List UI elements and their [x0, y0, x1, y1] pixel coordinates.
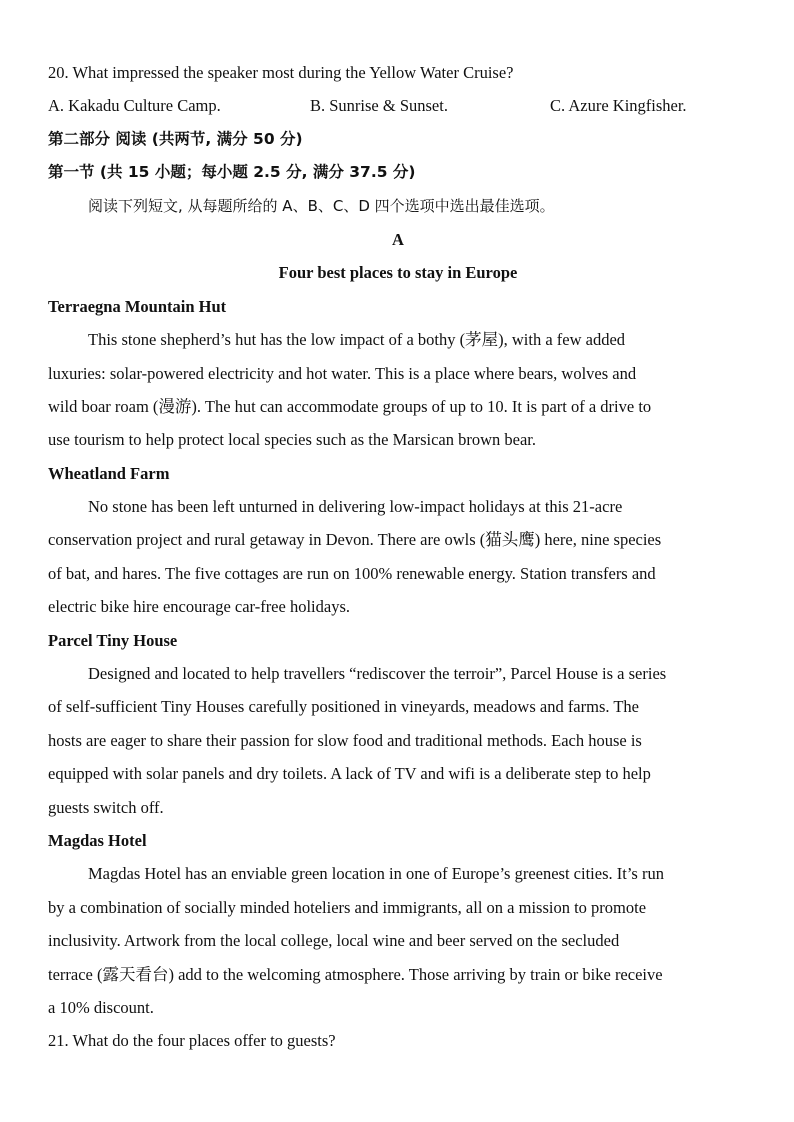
reading-instruction: 阅读下列短文, 从每题所给的 A、B、C、D 四个选项中选出最佳选项。 [88, 196, 555, 215]
paragraph-line: hosts are eager to share their passion for slow food and traditional methods. Each house is [48, 730, 642, 750]
paragraph-line: by a combination of socially minded hoteliers and immigrants, all on a mission to promote [48, 897, 647, 917]
question-20-options [48, 89, 748, 122]
paragraph-line: electric bike hire encourage car-free holidays. [48, 597, 350, 617]
paragraph-line: terrace (露天看台) add to the welcoming atmosphere. Those arriving by train or bike receive [48, 964, 663, 984]
paragraph-line: luxuries: solar-powered electricity and hot water. This is a place where bears, wolves and [48, 363, 637, 383]
paragraph-line: guests switch off. [48, 797, 164, 817]
passage-letter: A [392, 229, 404, 249]
option-b: B. Sunrise & Sunset. [310, 96, 448, 116]
section-heading: Terraegna Mountain Hut [48, 296, 227, 316]
section-heading: Magdas Hotel [48, 830, 147, 850]
option-a: A. Kakadu Culture Camp. [48, 96, 221, 116]
question-21-stem: 21. What do the four places offer to guests? [48, 1031, 336, 1051]
paragraph-line: equipped with solar panels and dry toilets. A lack of TV and wifi is a deliberate step to help [48, 764, 651, 784]
passage-section-parcel [48, 624, 748, 824]
paragraph-line: This stone shepherd’s hut has the low impact of a bothy (茅屋), with a few added [88, 330, 626, 350]
paragraph-line: wild boar roam (漫游). The hut can accommodate groups of up to 10. It is part of a drive to [48, 396, 652, 416]
passage-section-magdas [48, 824, 748, 1024]
section-heading: Parcel Tiny House [48, 630, 178, 650]
passage-section-terraegna [48, 290, 748, 457]
paragraph-line: inclusivity. Artwork from the local college, local wine and beer served on the secluded [48, 931, 620, 951]
paragraph-line: Magdas Hotel has an enviable green location in one of Europe’s greenest cities. It’s run [88, 864, 664, 884]
section-one-title: 第一节 (共 15 小题；每小题 2.5 分, 满分 37.5 分) [48, 163, 416, 182]
paragraph-line: conservation project and rural getaway in Devon. There are owls (猫头鹰) here, nine species [48, 530, 662, 550]
paragraph-line: use tourism to help protect local species such as the Marsican brown bear. [48, 430, 536, 450]
passage-title: Four best places to stay in Europe [278, 263, 518, 283]
paragraph-line: of self-sufficient Tiny Houses carefully positioned in vineyards, meadows and farms. The [48, 697, 639, 717]
exam-page [48, 56, 748, 1058]
part-two-title: 第二部分 阅读 (共两节, 满分 50 分) [48, 129, 303, 148]
question-20-stem: 20. What impressed the speaker most during the Yellow Water Cruise? [48, 63, 514, 82]
section-heading: Wheatland Farm [48, 463, 170, 483]
paragraph-line: a 10% discount. [48, 997, 154, 1017]
option-c: C. Azure Kingfisher. [550, 96, 687, 116]
paragraph-line: of bat, and hares. The five cottages are run on 100% renewable energy. Station transfers and [48, 563, 656, 583]
paragraph-line: Designed and located to help travellers “rediscover the terroir”, Parcel House is a series [88, 664, 667, 684]
passage-section-wheatland [48, 457, 748, 624]
paragraph-line: No stone has been left unturned in delivering low-impact holidays at this 21-acre [88, 497, 623, 517]
